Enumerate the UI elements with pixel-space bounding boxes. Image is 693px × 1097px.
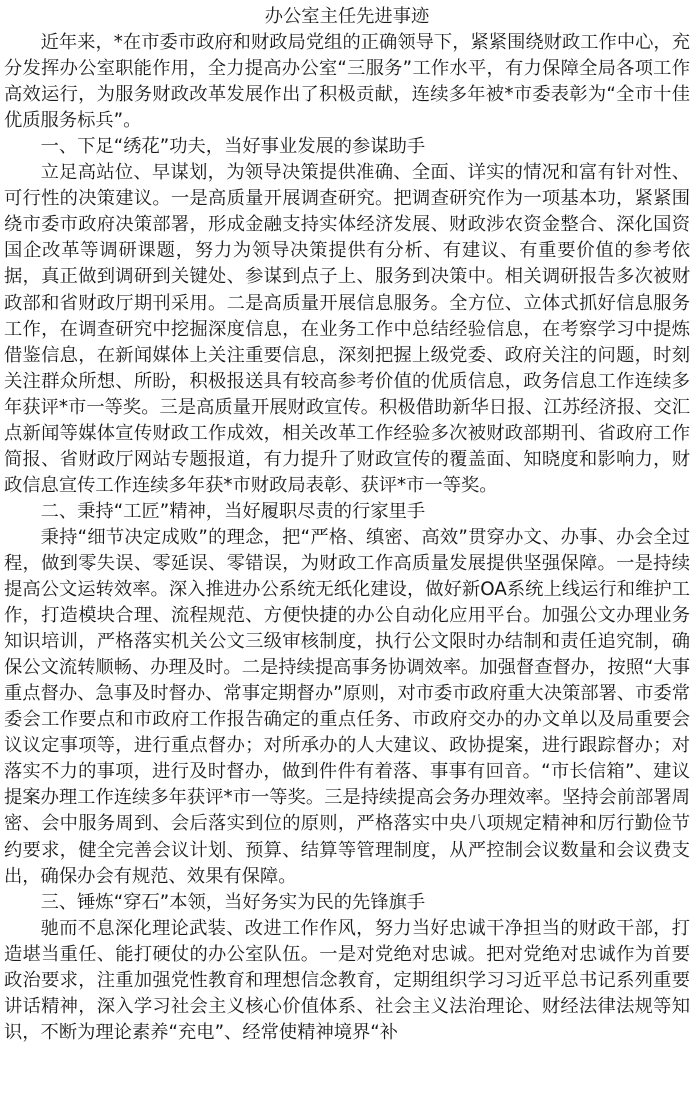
- intro-paragraph: 近年来，*在市委市政府和财政局党组的正确领导下，紧紧围绕财政工作中心，充分发挥办公室职能作用，全力提高办公室“三服务”工作水平，有力保障全局各项工作高效运行，为服务财政改革发展作出了积极贡献，连续多年被*市委表彰为“全市十佳优质服务标兵”。: [4, 32, 690, 132]
- section-1-paragraph: 立足高站位、早谋划，为领导决策提供准确、全面、详实的情况和富有针对性、可行性的决策建议。一是高质量开展调查研究。把调查研究作为一项基本功，紧紧围绕市委市政府决策部署，形成金融支持实体经济发展、财政涉农资金整合、深化国资国企改革等调研课题，努力为领导决策提供有分析、有建议、有重要价值的参考依据，真正做到调研到关键处、参谋到点子上、服务到决策中。相关调研报告多次被财政部和省财政厅期刊采用。二是高质量开展信息服务。全方位、立体式抓好信息服务工作，在调查研究中挖掘深度信息，在业务工作中总结经验信息，在考察学习中提炼借鉴信息，在新闻媒体上关注重要信息，深刻把握上级党委、政府关注的问题，时刻关注群众所想、所盼，积极报送具有较高参考价值的优质信息，政务信息工作连续多年获评*市一等奖。三是高质量开展财政宣传。积极借助新华日报、江苏经济报、交汇点新闻等媒体宣传财政工作成效，相关改革工作经验多次被财政部期刊、省政府工作简报、省财政厅网站专题报道，有力提升了财政宣传的覆盖面、知晓度和影响力，财政信息宣传工作连续多年获*市财政局表彰、获评*市一等奖。: [4, 162, 690, 496]
- section-heading-2: 二、秉持“工匠”精神，当好履职尽责的行家里手: [40, 500, 426, 522]
- document-title: 办公室主任先进事迹: [264, 6, 430, 27]
- section-heading-3: 三、锤炼“穿石”本领，当好务实为民的先锋旗手: [40, 891, 426, 913]
- section-3-paragraph: 驰而不息深化理论武装、改进工作作风，努力当好忠诚干净担当的财政干部，打造堪当重任、能打硬仗的办公室队伍。一是对党绝对忠诚。把对党绝对忠诚作为首要政治要求，注重加强党性教育和理想信念教育，定期组织学习习近平总书记系列重要讲话精神，深入学习社会主义核心价值体系、社会主义法治理论、财经法律法规等知识，不断为理论素养“充电”、经常使精神境界“补: [4, 917, 690, 1043]
- section-heading-1: 一、下足“绣花”功夫，当好事业发展的参谋助手: [40, 136, 426, 158]
- section-2-paragraph: 秉持“细节决定成败”的理念，把“严格、缜密、高效”贯穿办文、办事、办会全过程，做到零失误、零延误、零错误，为财政工作高质量发展提供坚强保障。一是持续提高公文运转效率。深入推进办公系统无纸化建设，做好新OA系统上线运行和维护工作，打造模块合理、流程规范、方便快捷的办公自动化应用平台。加强公文办理业务知识培训，严格落实机关公文三级审核制度，执行公文限时办结制和责任追究制，确保公文流转顺畅、办理及时。二是持续提高事务协调效率。加强督查督办，按照“大事重点督办、急事及时督办、常事定期督办”原则，对市委市政府重大决策部署、市委常委会工作要点和市政府工作报告确定的重点任务、市政府交办的办文单以及局重要会议议定事项等，进行重点督办；对所承办的人大建议、政协提案，进行跟踪督办；对落实不力的事项，进行及时督办，做到件件有着落、事事有回音。“市长信箱”、建议提案办理工作连续多年获评*市一等奖。三是持续提高会务办理效率。坚持会前部署周密、会中服务周到、会后落实到位的原则，严格落实中央八项规定精神和厉行勤俭节约要求，健全完善会议计划、预算、结算等管理制度，从严控制会议数量和会议费支出，确保办会有规范、效果有保障。: [4, 526, 690, 887]
